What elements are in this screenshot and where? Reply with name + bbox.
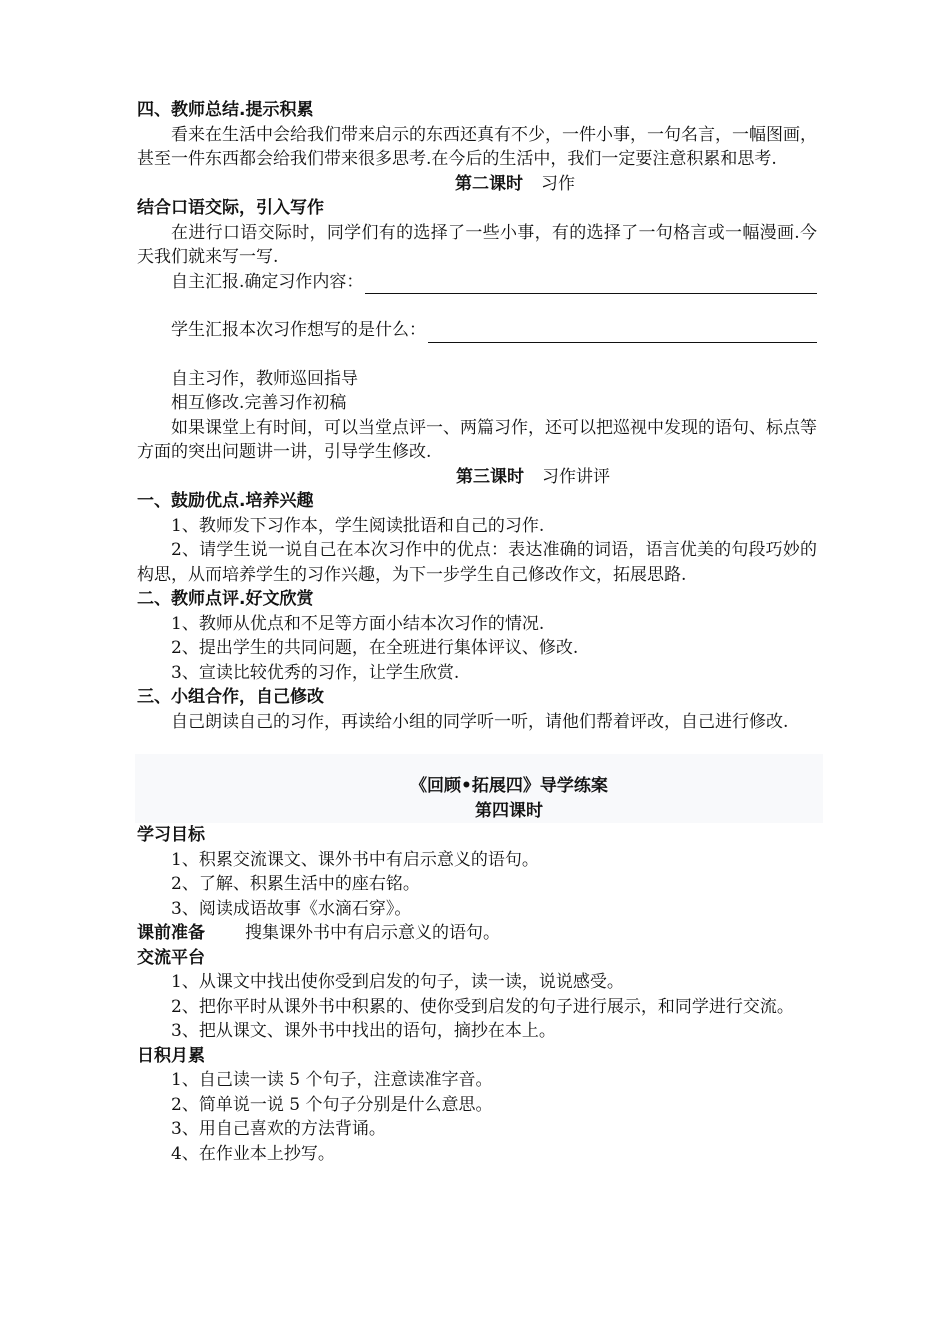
list-item: 2、提出学生的共同问题，在全班进行集体评议、修改. <box>171 638 579 658</box>
plan-title-band <box>135 754 823 823</box>
list-item: 1、积累交流课文、课外书中有启示意义的语句。 <box>171 849 539 870</box>
list-item: 3、阅读成语故事《水滴石穿》。 <box>171 898 412 919</box>
list-item: 自己朗读自己的习作，再读给小组的同学听一听，请他们帮着评改，自己进行修改. <box>171 711 789 732</box>
lesson-2-label: 第二课时 <box>455 173 523 194</box>
lesson-3-title <box>137 465 817 490</box>
fill-label-topic: 自主汇报.确定习作内容： <box>171 271 364 292</box>
prep-text: 搜集课外书中有启示意义的语句。 <box>245 923 500 943</box>
fill-line-content <box>137 318 817 343</box>
plan-title: 《回顾•拓展四》导学练案 <box>410 776 608 796</box>
prep-row <box>137 921 817 946</box>
spacer <box>137 294 817 318</box>
list-item: 1、教师从优点和不足等方面小结本次习作的情况. <box>171 613 545 634</box>
intro-paragraph: 在进行口语交际时，同学们有的选择了一些小事，有的选择了一句格言或一幅漫画.今天我们就来写一写. <box>137 222 817 267</box>
list-item: 1、教师发下习作本，学生阅读批语和自己的习作. <box>171 515 545 536</box>
list-item: 1、自己读一读 5 个句子，注意读准字音。 <box>171 1070 493 1090</box>
fill-label-content: 学生汇报本次习作想写的是什么： <box>171 320 426 340</box>
lesson-3-label: 第三课时 <box>456 466 524 487</box>
list-item: 3、把从课文、课外书中找出的语句，摘抄在本上。 <box>171 1021 556 1041</box>
lesson-3-topic: 习作讲评 <box>542 466 610 487</box>
list-item: 2、简单说一说 5 个句子分别是什么意思。 <box>171 1094 493 1115</box>
blank-line-topic[interactable] <box>365 275 817 294</box>
section-heading-encourage: 一、鼓励优点.培养兴趣 <box>137 491 314 511</box>
list-item: 3、用自己喜欢的方法背诵。 <box>171 1119 386 1139</box>
lesson-2-topic: 习作 <box>541 173 575 194</box>
fill-line-topic <box>137 270 817 295</box>
section-heading-group-work: 三、小组合作，自己修改 <box>137 687 324 707</box>
list-item: 2、把你平时从课外书中积累的、使你受到启发的句子进行展示，和同学进行交流。 <box>171 996 794 1017</box>
list-item: 1、从课文中找出使你受到启发的句子，读一读，说说感受。 <box>171 972 624 992</box>
section-heading-intro-writing: 结合口语交际，引入写作 <box>137 198 324 218</box>
section-heading-daily: 日积月累 <box>137 1045 205 1066</box>
blank-line-content[interactable] <box>428 324 817 343</box>
list-item: 4、在作业本上抄写。 <box>171 1143 335 1164</box>
section-heading-exchange: 交流平台 <box>137 947 205 968</box>
summary-paragraph: 看来在生活中会给我们带来启示的东西还真有不少，一件小事，一句名言，一幅图画，甚至一件东西都会给我们带来很多思考.在今后的生活中，我们一定要注意积累和思考. <box>137 124 817 169</box>
prep-label: 课前准备 <box>137 923 205 943</box>
revision-paragraph: 如果课堂上有时间，可以当堂点评一、两篇习作，还可以把巡视中发现的语句、标点等方面的突出问题讲一讲，引导学生修改. <box>137 417 817 462</box>
step-self-writing: 自主习作，教师巡回指导 <box>171 368 358 389</box>
section-heading-goals: 学习目标 <box>137 825 205 845</box>
lesson-2-title <box>137 172 817 197</box>
section-heading-teacher-review: 二、教师点评.好文欣赏 <box>137 589 314 609</box>
list-item: 2、了解、积累生活中的座右铭。 <box>171 874 420 894</box>
list-item: 2、请学生说一说自己在本次习作中的优点：表达准确的词语，语言优美的句段巧妙的构思，从而培养学生的习作兴趣，为下一步学生自己修改作文，拓展思路. <box>137 540 817 585</box>
plan-subtitle: 第四课时 <box>475 800 543 821</box>
section-heading-teacher-summary: 四、教师总结.提示积累 <box>137 100 314 120</box>
document-page <box>137 98 817 1166</box>
step-peer-revision: 相互修改.完善习作初稿 <box>171 393 347 413</box>
list-item: 3、宣读比较优秀的习作，让学生欣赏. <box>171 662 460 683</box>
spacer <box>137 343 817 367</box>
